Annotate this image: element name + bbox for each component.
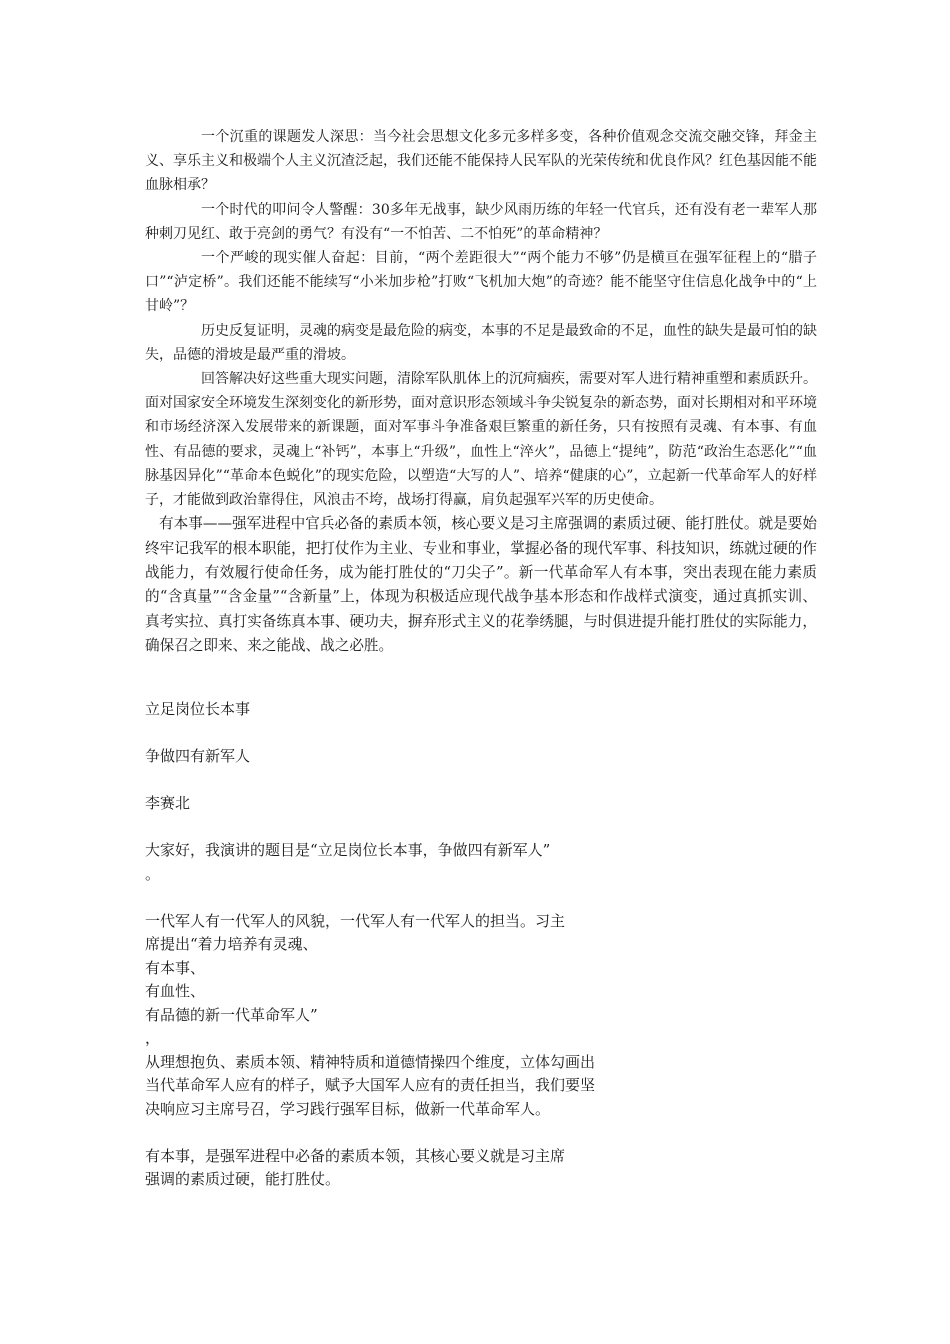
speech-closing-line-2: 强调的素质过硬，能打胜仗。	[145, 1170, 341, 1188]
speech-body-line-7: 从理想抱负、素质本领、精神特质和道德情操四个维度，立体勾画出	[145, 1052, 596, 1071]
intro-paragraph-6: 有本事——强军进程中官兵必备的素质本领，核心要义是习主席强调的素质过硬、能打胜仗。就是要始终牢记我军的根本职能，把打仗作为主业、专业和事业，掌握必备的现代军事、科技知识，练就过硬的作战能力，有效履行使命任务，成为能打胜仗的“刀尖子”。新一代革命军人有本事，突出表现在能力素质的“含真量”“含金量”“含新量”上，体现为积极适应现代战争基本形态和作战样式演变，通过真抓实训、真考实拉、真打实备练真本事、硬功夫，摒弃形式主义的花拳绣腿，与时俱进提升能打胜仗的实际能力，确保召之即来、来之能战、战之必胜。	[145, 515, 817, 655]
speech-body-line-6: ，	[145, 1029, 161, 1047]
intro-paragraph-3: 一个严峻的现实催人奋起：目前，“两个差距很大”“两个能力不够”仍是横亘在强军征程上的“腊子口”“泸定桥”。我们还能不能续写“小米加步枪”打败“飞机加大炮”的奇迹？能不能坚守住信息化战争中的“上甘岭”？	[145, 250, 817, 315]
intro-paragraph-2: 一个时代的叩问令人警醒：30多年无战事，缺少风雨历练的年轻一代官兵，还有没有老一辈军人那种刺刀见红、敢于亮剑的勇气？有没有“一不怕苦、二不怕死”的革命精神？	[145, 201, 817, 242]
intro-paragraph-4: 历史反复证明，灵魂的病变是最危险的病变，本事的不足是最致命的不足，血性的缺失是最可怕的缺失，品德的滑坡是最严重的滑坡。	[145, 322, 817, 363]
speech-body-line-4: 有血性、	[145, 982, 206, 1000]
speech-author: 李赛北	[145, 794, 191, 812]
speech-body-line-2: 席提出“着力培养有灵魂、	[145, 935, 318, 953]
speech-body-line-5: 有品德的新一代革命军人”	[145, 1005, 318, 1024]
speech-section	[145, 698, 665, 1192]
speech-body-line-8: 当代革命军人应有的样子，赋予大国军人应有的责任担当，我们要坚	[145, 1076, 596, 1094]
speech-closing-line-1: 有本事，是强军进程中必备的素质本领，其核心要义就是习主席	[145, 1146, 566, 1165]
speech-title-line-1: 立足岗位长本事	[145, 700, 251, 718]
intro-paragraph-1: 一个沉重的课题发人深思：当今社会思想文化多元多样多变，各种价值观念交流交融交锋，拜金主义、享乐主义和极端个人主义沉渣泛起，我们还能不能保持人民军队的光荣传统和优良作风？红色基因能不能血脉相承？	[145, 129, 817, 194]
intro-section	[145, 125, 817, 659]
speech-body-line-1: 一代军人有一代军人的风貌，一代军人有一代军人的担当。习主	[145, 911, 566, 930]
speech-body-line-9: 决响应习主席号召，学习践行强军目标，做新一代革命军人。	[145, 1099, 551, 1118]
speech-title-line-2: 争做四有新军人	[145, 747, 251, 765]
intro-paragraph-5: 回答解决好这些重大现实问题，清除军队肌体上的沉疴痼疾，需要对军人进行精神重塑和素质跃升。面对国家安全环境发生深刻变化的新形势，面对意识形态领域斗争尖锐复杂的新态势，面对长期相对和平环境和市场经济深入发展带来的新课题，面对军事斗争准备艰巨繁重的新任务，只有按照有灵魂、有本事、有血性、有品德的要求，灵魂上“补钙”，本事上“升级”，血性上“淬火”，品德上“提纯”，防范“政治生态恶化”“血脉基因异化”“革命本色蜕化”的现实危险，以塑造“大写的人”、培养“健康的心”，立起新一代革命军人的好样子，才能做到政治靠得住，风浪击不垮，战场打得赢，肩负起强军兴军的历史使命。	[145, 371, 817, 509]
speech-body-line-3: 有本事、	[145, 958, 206, 977]
speech-opening-end: 。	[145, 864, 161, 883]
speech-opening: 大家好，我演讲的题目是“立足岗位长本事，争做四有新军人”	[145, 841, 551, 859]
